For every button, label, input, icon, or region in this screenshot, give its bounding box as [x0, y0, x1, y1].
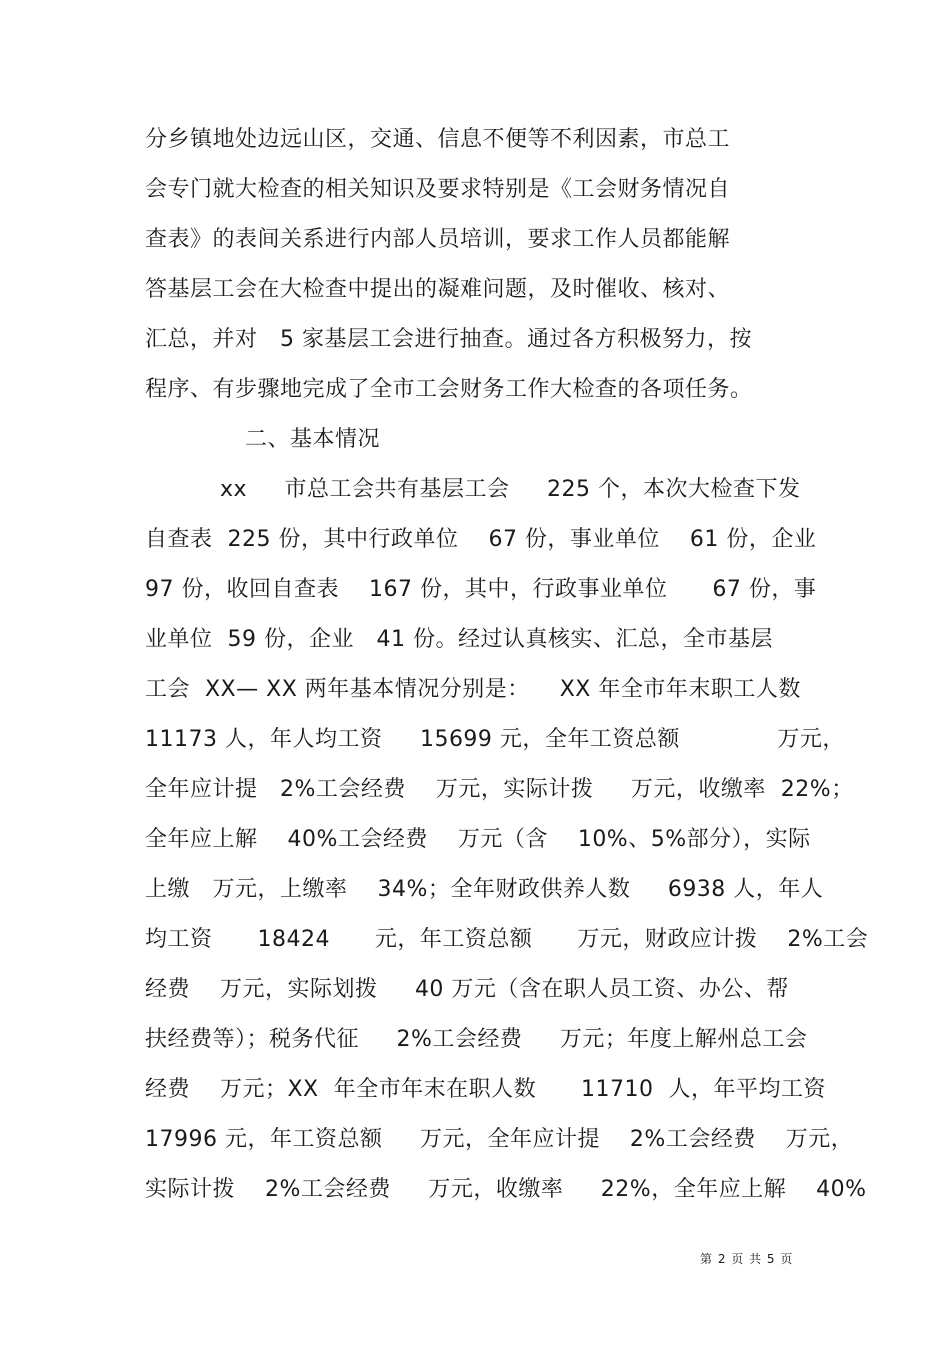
paragraph-line: 分乡镇地处边远山区，交通、信息不便等不利因素，市总工 [145, 127, 731, 152]
paragraph-line: 汇总，并对 5 家基层工会进行抽查。通过各方积极努力，按 [145, 327, 752, 352]
paragraph-line: 全年应上解 40%工会经费 万元（含 10%、5%部分），实际 [145, 827, 811, 852]
paragraph-line: 自查表 225 份，其中行政单位 67 份，事业单位 61 份，企业 [145, 527, 817, 552]
paragraph-line: 业单位 59 份，企业 41 份。经过认真核实、汇总，全市基层 [145, 627, 773, 652]
paragraph-line: 均工资 18424 元，年工资总额 万元，财政应计拨 2%工会 [145, 927, 869, 952]
paragraph-line: xx 市总工会共有基层工会 225 个，本次大检查下发 [220, 477, 801, 502]
paragraph-line: 97 份，收回自查表 167 份，其中，行政事业单位 67 份，事 [145, 577, 817, 602]
paragraph-line: 全年应计提 2%工会经费 万元，实际计拨 万元，收缴率 22%； [145, 777, 854, 802]
paragraph-line: 会专门就大检查的相关知识及要求特别是《工会财务情况自 [145, 177, 731, 202]
paragraph-line: 扶经费等）；税务代征 2%工会经费 万元；年度上解州总工会 [145, 1027, 808, 1052]
paragraph-line: 工会 XX— XX 两年基本情况分别是： XX 年全市年末职工人数 [145, 677, 801, 702]
paragraph-line: 实际计拨 2%工会经费 万元，收缴率 22%，全年应上解 40% [145, 1177, 867, 1202]
paragraph-line: 答基层工会在大检查中提出的凝难问题，及时催收、核对、 [145, 277, 731, 302]
paragraph-line: 经费 万元；XX 年全市年末在职人数 11710 人，年平均工资 [145, 1077, 827, 1102]
paragraph-line: 经费 万元，实际划拨 40 万元（含在职人员工资、办公、帮 [145, 977, 789, 1002]
paragraph-line: 程序、有步骤地完成了全市工会财务工作大检查的各项任务。 [145, 377, 753, 402]
paragraph-line: 上缴 万元，上缴率 34%；全年财政供养人数 6938 人，年人 [145, 877, 824, 902]
page-number: 第 2 页 共 5 页 [700, 1252, 794, 1266]
paragraph-line: 查表》的表间关系进行内部人员培训，要求工作人员都能解 [145, 227, 731, 252]
section-heading: 二、基本情况 [245, 427, 381, 452]
paragraph-line: 11173 人，年人均工资 15699 元，全年工资总额 万元， [145, 727, 845, 752]
paragraph-line: 17996 元，年工资总额 万元，全年应计提 2%工会经费 万元， [145, 1127, 854, 1152]
